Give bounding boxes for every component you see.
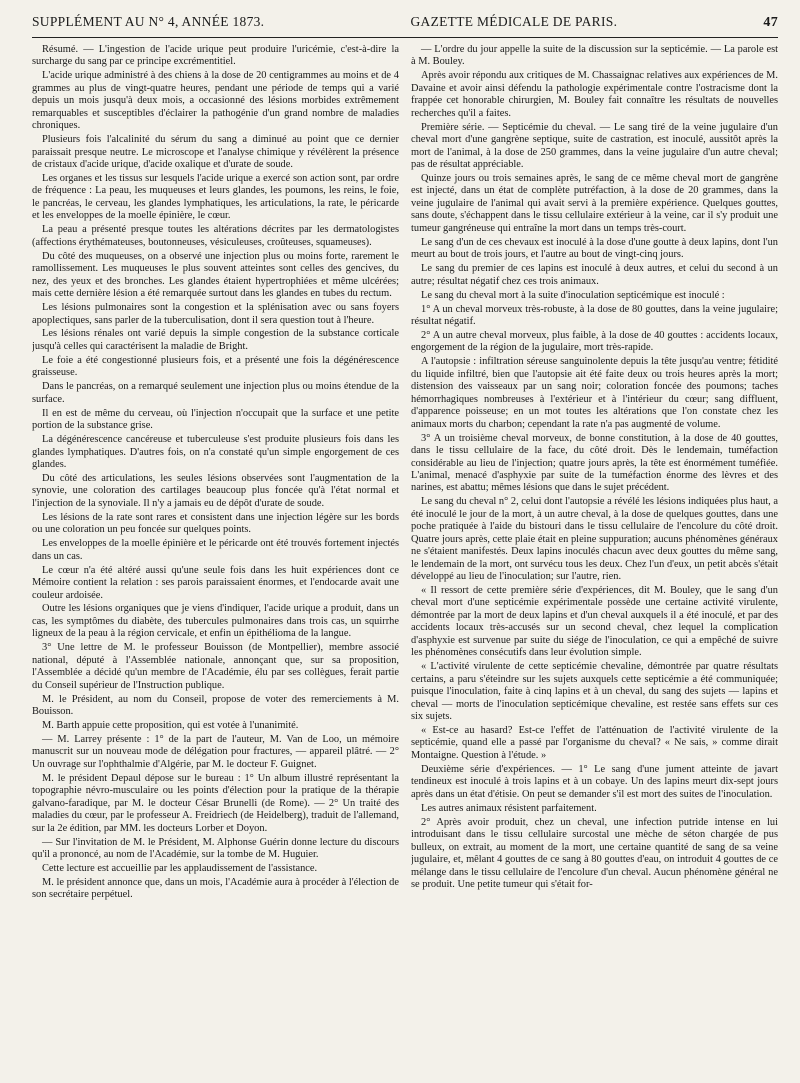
paragraph: Plusieurs fois l'alcalinité du sérum du sang a diminué au point que ce dernier paraissait presque neutre. Le microscope et l'analyse chimique y révélèrent la présence de cristaux d'acide urique, d'acide oxalique et d'urate de soude. [32, 134, 399, 171]
paragraph: « Est-ce au hasard? Est-ce l'effet de l'atténuation de l'activité virulente de la septicémie, quand elle a passé par l'organisme du cheval? « Ne sais, » comme dirait Montaigne. Question à l'étude. » [411, 725, 778, 761]
paragraph: Quinze jours ou trois semaines après, le sang de ce même cheval mort de gangrène est injecté, dans un état de complète putréfaction, à la dose de 20 grammes, dans la veine jugulaire de l'animal qui avait servi à la première expérience. Quelques gouttes, sans doute, s'échappent dans le tissu cellulaire extérieur à la veine, car il s'y produit une tumeur gangréneuse qui entraîne la mort dans un temps très-court. [411, 173, 778, 234]
paragraph: Les organes et les tissus sur lesquels l'acide urique a exercé son action sont, par ordre de fréquence : La peau, les muqueuses et leurs glandes, les poumons, les reins, le foie, le pancréas, le cerveau, les glandes lymphatiques, les articulations, la rate, le péricarde et les enveloppes de la moelle épinière, le cœur. [32, 173, 399, 222]
left-column [32, 44, 399, 1074]
page-number: 47 [763, 15, 778, 30]
paragraph: — Sur l'invitation de M. le Président, M. Alphonse Guérin donne lecture du discours qu'il a prononcé, au nom de l'Académie, sur la tombe de M. Huguier. [32, 836, 399, 861]
paragraph: M. Barth appuie cette proposition, qui est votée à l'unanimité. [42, 720, 299, 732]
paragraph: Première série. — Septicémie du cheval. — Le sang tiré de la veine jugulaire d'un cheval mort d'une gangrène septique, suite de castration, est inoculé, aussitôt après la mort de l'animal, à la dose de 250 grammes, dans la veine jugulaire d'un autre cheval; pas de résultat appréciable. [411, 121, 778, 171]
right-column [411, 44, 778, 1074]
paragraph: L'acide urique administré à des chiens à la dose de 20 centigrammes au moins et de 4 grammes au plus de vingt-quatre heures, pendant une période de temps qui a varié depuis un mois jusqu'à deux mois, a occasionné des lésions morbides extrêmement remarquables et susceptibles d'éclairer la pathogénie d'un grand nombre de maladies chroniques. [32, 70, 399, 132]
paragraph: Dans le pancréas, on a remarqué seulement une injection plus ou moins étendue de la surface. [32, 381, 399, 405]
paragraph: M. le président Depaul dépose sur le bureau : 1° Un album illustré représentant la topographie névro-musculaire ou les points d'élection pour la pratique de la thérapie galvano-faradique, par M. le docteur César Brunelli (de Rome). — 2° Un traité des maladies du cœur, par le professeur A. Freidriech (de Heidelberg), traduit de l'allemand, sur la 2e édition, par MM. les docteurs Lorber et Doyon. [32, 772, 399, 834]
text-columns [32, 44, 778, 1074]
header-supplement: SUPPLÉMENT AU N° 4, ANNÉE 1873. [32, 14, 265, 29]
paragraph: Deuxième série d'expériences. — 1° Le sang d'une jument atteinte de javart tendineux est inoculé à trois lapins et à un cobaye. Un des lapins meurt dix-sept jours après dans un état d'étisie. On peut se demander s'il est mort des suites de l'inoculation. [411, 763, 778, 800]
paragraph: Cette lecture est accueillie par les applaudissement de l'assistance. [42, 863, 318, 875]
paragraph: « Il ressort de cette première série d'expériences, dit M. Bouley, que le sang d'un cheval mort d'une septicémie expérimentale possède une certaine activité virulente, démontrée par la mort de deux lapins et d'un cheval auxquels il a été inoculé, et par des accidents locaux très-accusés sur un second cheval, chez lequel la complication d'asphyxie est survenue par suite du siége de l'inoculation, ce qui a empêché de suivre les phénomènes consécutifs dans leur évolution simple. [411, 585, 778, 659]
paragraph: — L'ordre du jour appelle la suite de la discussion sur la septicémie. — La parole est à M. Bouley. [411, 44, 778, 68]
paragraph: Les lésions pulmonaires sont la congestion et la splénisation avec ou sans foyers apoplectiques, sans parler de la tuberculisation, dont il sera question tout à l'heure. [32, 302, 399, 326]
paragraph: Les autres animaux résistent parfaitement. [421, 802, 597, 814]
paragraph: 1° A un cheval morveux très-robuste, à la dose de 80 gouttes, dans la veine jugulaire; résultat négatif. [411, 303, 778, 328]
paragraph: Résumé. — L'ingestion de l'acide urique peut produire l'uricémie, c'est-à-dire la surcharge du sang par ce principe excrémentitiel. [32, 44, 399, 68]
paragraph: Les enveloppes de la moelle épinière et le péricarde ont été trouvés fortement injectés dans un cas. [32, 538, 399, 562]
paragraph: « L'activité virulente de cette septicémie chevaline, démontrée par quatre résultats certains, a paru s'éteindre sur les sujets auxquels cette septicémie a été communiquée; puisque l'inoculation, faite à cinq lapins et à un cheval, du sang des sujets — lapins et cheval — morts de l'inoculation septicémique chevaline, est restée sans effets sur ces six sujets. [411, 661, 778, 723]
paragraph: La dégénérescence cancéreuse et tuberculeuse s'est produite plusieurs fois dans les glandes lymphatiques. D'autres fois, on n'a constaté qu'un simple engorgement de ces glandes. [32, 434, 399, 470]
paragraph: M. le président annonce que, dans un mois, l'Académie aura à procéder à l'élection de son secrétaire perpétuel. [32, 877, 399, 901]
running-header [32, 14, 778, 34]
paragraph: M. le Président, au nom du Conseil, propose de voter des remerciements à M. Bouisson. [32, 693, 399, 718]
paragraph: 2° Après avoir produit, chez un cheval, une infection putride intense en lui introduisant dans le tissu cellulaire surcostal une mèche de séton chargée de pus bulleux, on extrait, au moment de la mort, une certaine quantité de sang de sa veine jugulaire, et, mêlant 4 gouttes de ce sang à 80 gouttes d'eau, on introduit 4 gouttes de ce mélange dans le tissu cellulaire de l'encolure d'un cheval. Aucun phénomène général ne se produit. Une petite tumeur qui s'était for- [411, 816, 778, 890]
paragraph: 2° A un autre cheval morveux, plus faible, à la dose de 40 gouttes : accidents locaux, engorgement de la région de la jugulaire, mort très-rapide. [411, 329, 778, 354]
paragraph: Le sang du premier de ces lapins est inoculé à deux autres, et celui du second à un autre; résultat négatif chez ces trois animaux. [411, 263, 778, 287]
journal-title: GAZETTE MÉDICALE DE PARIS. [410, 14, 618, 29]
paragraph: Après avoir répondu aux critiques de M. Chassaignac relatives aux expériences de M. Davaine et avoir ainsi défendu la pathologie expérimentale contre l'ostracisme dont la frappée cet honorable chirurgien, M. Bouley fait connaître les résultats de nouvelles recherches qu'il a faites. [411, 70, 778, 119]
paragraph: A l'autopsie : infiltration séreuse sanguinolente depuis la tête jusqu'au ventre; fétidité du liquide infiltré, bien que l'autopsie ait été faite deux ou trois heures après la mort; distension des vaisseaux par un sang noir; coloration foncée des poumons; taches hémorrhagiques nombreuses à l'extérieur et à l'intérieur du cœur; sang diffluent, d'apparence poisseuse; en un mot toutes les altérations que l'on constate chez les animaux morts du charbon; cependant la rate n'a pas augmenté de volume. [411, 356, 778, 430]
paragraph: Du côté des muqueuses, on a observé une injection plus ou moins forte, rarement le ramollissement. Les muqueuses le plus souvent atteintes sont celles des gencives, du nez, des yeux et des bronches. Les glandes étaient hypertrophiées et même ulcérées; mais cette dernière lésion a été remarquée surtout dans les glandes en tubes du rectum. [32, 250, 399, 300]
paragraph: Le cœur n'a été altéré aussi qu'une seule fois dans les huit expériences dont ce Mémoire contient la relation : ses parois paraissaient énormes, et l'endocarde avait une couleur ardoisée. [32, 564, 399, 601]
paragraph: La peau a présenté presque toutes les altérations décrites par les dermatologistes (affections érythémateuses, boutonneuses, vésiculeuses, croûteuses, squameuses). [32, 224, 399, 248]
paragraph: Les lésions de la rate sont rares et consistent dans une injection légère sur les bords ou une coloration un peu foncée sur quelques points. [32, 511, 399, 536]
header-rule [32, 37, 778, 38]
paragraph: Le foie a été congestionné plusieurs fois, et a présenté une fois la dégénérescence graisseuse. [32, 354, 399, 379]
paragraph: Du côté des articulations, les seules lésions observées sont l'augmentation de la synovie, une coloration des cartilages beaucoup plus foncée qu'à l'état normal et l'injection de la synoviale. Il n'y a jamais eu de dépôt d'urate de soude. [32, 472, 399, 509]
paragraph: Le sang d'un de ces chevaux est inoculé à la dose d'une goutte à deux lapins, dont l'un meurt au bout de trois jours, et l'autre au bout de vingt-cinq jours. [411, 236, 778, 261]
paragraph: Les lésions rénales ont varié depuis la simple congestion de la substance corticale jusqu'à celles qui caractérisent la maladie de Bright. [32, 328, 399, 352]
paragraph: 3° Une lettre de M. le professeur Bouisson (de Montpellier), membre associé national, député à l'Assemblée nationale, annonçant que, sur sa proposition, l'Assemblée a décidé qu'un membre de l'Académie, élu par ses collègues, ferait partie du Conseil supérieur de l'Instruction publique. [32, 642, 399, 691]
paragraph: Il en est de même du cerveau, où l'injection n'occupait que la surface et une petite portion de la substance grise. [32, 407, 399, 432]
paragraph: Le sang du cheval n° 2, celui dont l'autopsie a révélé les lésions indiquées plus haut, a été inoculé le jour de la mort, à un autre cheval, à la dose de quelques gouttes, dans une poche pratiquée à l'aide du bistouri dans le tissu cellulaire de l'encolure du côté droit. Quatre jours après, cette plaie était en pleine suppuration; aucuns phénomènes généraux ne s'étaient manifestés. Deux lapins inoculés chacun avec deux gouttes du même sang, le lendemain de la mort, ont survécu tous les deux. Chez l'un d'eux, un petit abcès s'était développé au lieu de l'inoculation; sur l'autre, rien. [411, 496, 778, 583]
paragraph: — M. Larrey présente : 1° de la part de l'auteur, M. Van de Loo, un mémoire manuscrit sur un nouveau mode de délégation pour fractures, — appareil plâtré. — 2° Un ouvrage sur l'ophthalmie d'Algérie, par M. le docteur F. Guignet. [32, 734, 399, 770]
paragraph: 3° A un troisième cheval morveux, de bonne constitution, à la dose de 40 gouttes, dans le tissu cellulaire de la face, du côté droit. Dès le lendemain, tuméfaction considérable au lieu de l'injection; quatre jours après, la tête est énormément tuméfiée. L'animal, menacé d'asphyxie par suite de la tuméfaction énorme des lèvres et des narines, est abattu; mêmes lésions que dans le sujet précédent. [411, 432, 778, 494]
paragraph: Le sang du cheval mort à la suite d'inoculation septicémique est inoculé : [421, 289, 725, 301]
paragraph: Outre les lésions organiques que je viens d'indiquer, l'acide urique a produit, dans un cas, les symptômes du diabète, des tubercules pulmonaires dans trois cas, un squirrhe ligneux de la peau à la région cervicale, et enfin un épithélioma de la langue. [32, 603, 399, 640]
